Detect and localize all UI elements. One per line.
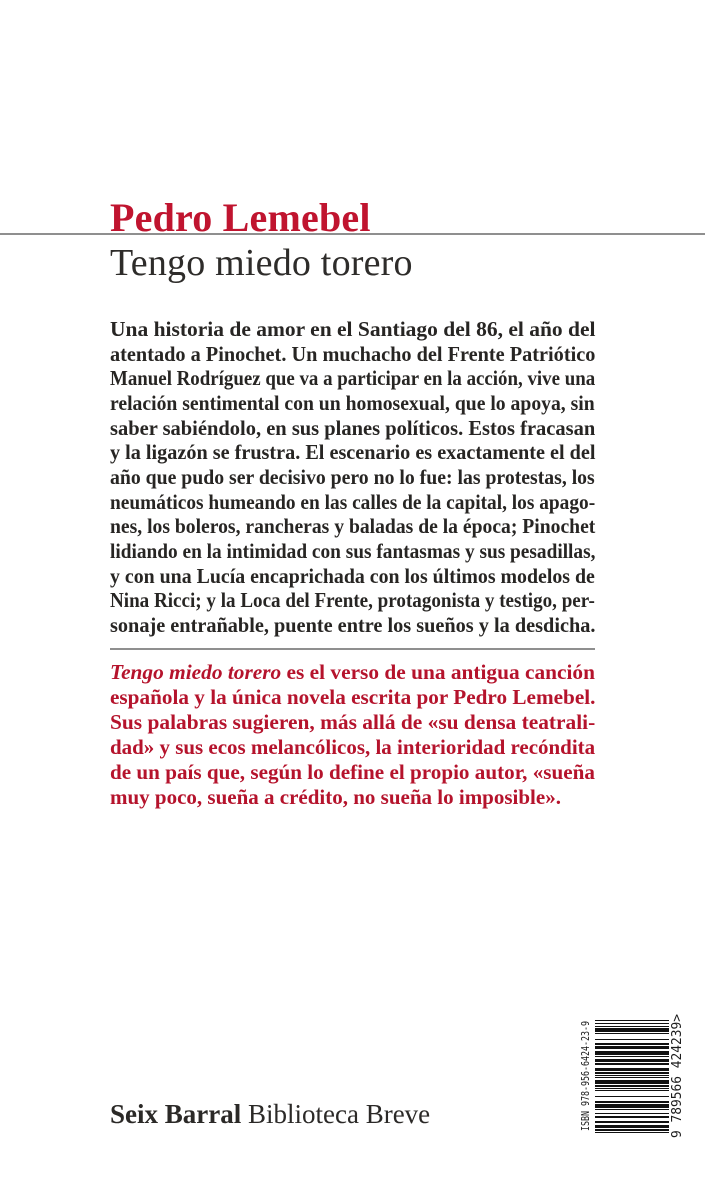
publisher-name: Seix Barral <box>110 1099 242 1129</box>
barcode-digits: 9 789566 424239> <box>669 1013 685 1138</box>
synopsis-line: lidiando en la intimidad con sus fantasmas y sus pesadillas, <box>110 538 596 563</box>
book-title: Tengo miedo torero <box>110 242 413 284</box>
review-line: de un país que, según lo define el propio autor, «sueña <box>110 759 595 784</box>
review-line: española y la única novela escrita por Pedro Lemebel. <box>110 684 596 709</box>
review-paragraph <box>110 660 595 809</box>
author-name: Pedro Lemebel <box>110 195 371 240</box>
isbn-number: ISBN 978-956-6424-23-9 <box>580 1020 592 1131</box>
synopsis-line: nes, los boleros, rancheras y baladas de la época; Pinochet <box>110 514 596 539</box>
collection-name: Biblioteca Breve <box>241 1099 431 1129</box>
synopsis-line: año que pudo ser decisivo pero no lo fue: las protestas, los <box>110 464 595 489</box>
synopsis-line: saber sabiéndolo, en sus planes políticos. Estos fracasan <box>110 415 596 440</box>
isbn-barcode-rotated <box>580 1012 686 1140</box>
synopsis-line: sonaje entrañable, puente entre los sueños y la desdicha. <box>110 612 596 637</box>
synopsis-line: Manuel Rodríguez que va a participar en la acción, vive una <box>110 366 596 391</box>
review-line: muy poco, sueña a crédito, no sueña lo imposible». <box>110 784 561 809</box>
synopsis-line: Nina Ricci; y la Loca del Frente, protagonista y testigo, per- <box>110 588 595 613</box>
publisher-imprint <box>110 1100 430 1130</box>
book-title-italic: Tengo miedo torero <box>110 660 282 684</box>
synopsis-paragraph <box>110 317 595 638</box>
synopsis-line: neumáticos humeando en las calles de la capital, los apago- <box>110 489 596 514</box>
synopsis-line: relación sentimental con un homosexual, que lo apoya, sin <box>110 390 595 415</box>
synopsis-line: y con una Lucía encaprichada con los últimos modelos de <box>110 563 595 588</box>
synopsis-line: Una historia de amor en el Santiago del 86, el año del <box>110 317 596 341</box>
review-line-text: es el verso de una antigua canción <box>281 660 595 684</box>
synopsis-line: y la ligazón se frustra. El escenario es exactamente el del <box>110 440 596 465</box>
review-line: dad» y sus ecos melancólicos, la interioridad recóndita <box>110 734 596 759</box>
review-line <box>110 660 595 685</box>
divider-middle <box>110 648 595 650</box>
synopsis-line: atentado a Pinochet. Un muchacho del Frente Patriótico <box>110 341 596 366</box>
barcode-bars <box>595 1019 669 1133</box>
isbn-barcode <box>580 1012 686 1140</box>
review-line: Sus palabras sugieren, más allá de «su densa teatrali- <box>110 709 596 734</box>
